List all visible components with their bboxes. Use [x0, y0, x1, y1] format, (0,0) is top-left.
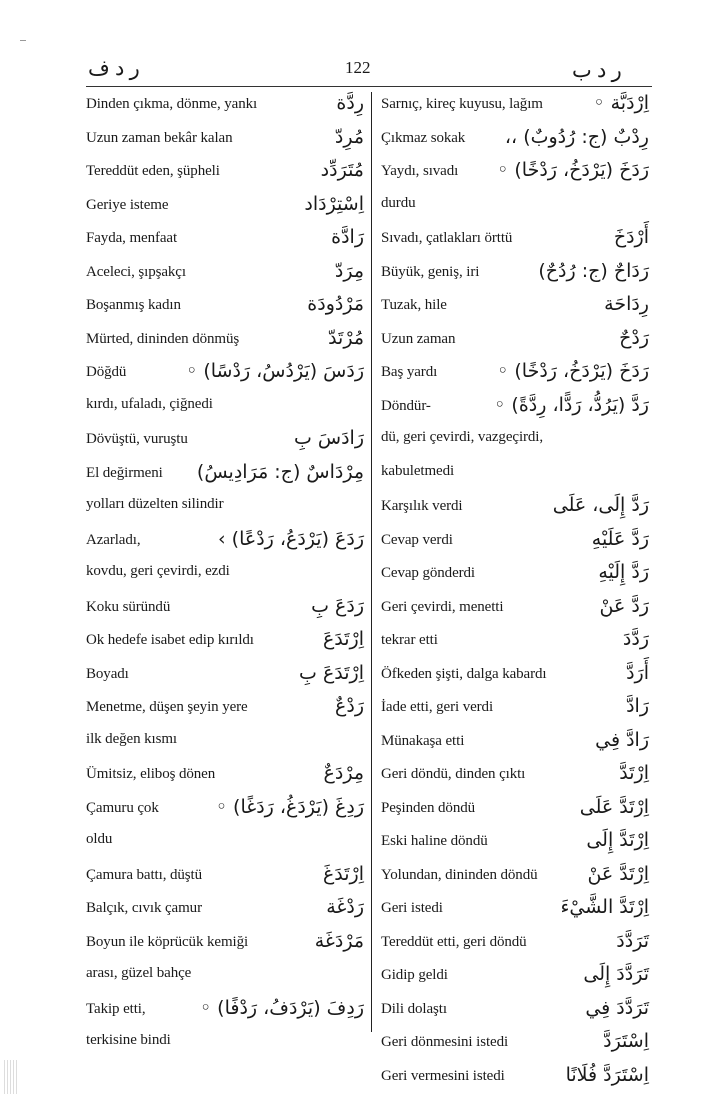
arabic-headword: رَدْحٌ [619, 326, 649, 349]
dictionary-entry [86, 124, 364, 158]
arabic-headword: رَادَّة [331, 226, 364, 248]
arabic-headword: رَدَخَ (يَرْدَخُ، رَدْخًا) ◦ [497, 360, 649, 382]
arabic-headword: مِرْدَاسٌ (ج: مَرَادِيسُ) [196, 460, 364, 483]
margin-mark [20, 40, 26, 41]
arabic-headword: رَدْعٌ [335, 695, 364, 717]
dictionary-entry [381, 392, 649, 426]
arabic-headword: اِرْتَدَّ إِلَى [586, 829, 649, 851]
turkish-definition: Sarnıç, kireç kuyusu, lağım [381, 96, 543, 112]
turkish-definition: İade etti, geri verdi [381, 699, 494, 715]
dictionary-entry [381, 459, 649, 493]
turkish-definition: Geri döndü, dinden çıktı [381, 766, 526, 782]
dictionary-entry [86, 727, 364, 761]
dictionary-entry [381, 224, 649, 258]
turkish-definition: Boyun ile köprücük kemiği [86, 933, 249, 950]
dictionary-entry [381, 157, 649, 191]
arabic-headword: مِرْدَعٌ [323, 762, 364, 784]
right-column [381, 90, 649, 1095]
turkish-definition: oldu [86, 831, 113, 847]
turkish-definition: El değirmeni [86, 464, 163, 481]
dictionary-entry [86, 392, 364, 426]
dictionary-entry [86, 325, 364, 359]
dictionary-entry [381, 861, 649, 895]
dictionary-entry [381, 928, 649, 962]
arabic-headword: رَدْغَة [326, 896, 364, 918]
arabic-headword: اِرْتَدَّ عَنْ [587, 862, 649, 885]
dictionary-entry [381, 961, 649, 995]
turkish-definition: ilk değen kısmı [86, 730, 177, 747]
turkish-definition: Peşinden döndü [381, 799, 476, 816]
arabic-headword: رَدَعَ (يَرْدَعُ، رَدْعًا) › [218, 527, 364, 550]
arabic-headword: اِرْتَدَّ عَلَى [579, 795, 649, 818]
turkish-definition: Balçık, cıvık çamur [86, 900, 202, 916]
arabic-headword: مِرَدّ [334, 259, 364, 282]
turkish-definition: Baş yardı [381, 364, 438, 380]
turkish-definition: Sıvadı, çatlakları örttü [381, 230, 513, 246]
turkish-definition: Tereddüt etti, geri döndü [381, 933, 527, 950]
arabic-headword: رَادَّ [626, 695, 649, 717]
dictionary-entry [86, 928, 364, 962]
turkish-definition: Dili dolaştı [381, 1000, 447, 1017]
arabic-headword: مُرْتَدّ [328, 326, 364, 349]
arabic-headword: مَرْدُودَة [307, 293, 364, 315]
turkish-definition: Yaydı, sıvadı [381, 163, 459, 179]
dictionary-entry [381, 559, 649, 593]
arabic-headword: اِرْتَدَعَ [322, 628, 364, 650]
dictionary-entry [381, 526, 649, 560]
dictionary-entry [86, 459, 364, 493]
turkish-definition: Gidip geldi [381, 967, 448, 983]
turkish-definition: Fayda, menfaat [86, 230, 178, 246]
dictionary-entry [86, 492, 364, 526]
arabic-headword: اِرْتَدَّ [619, 762, 649, 784]
arabic-headword: رَدَّ (يَرُدُّ، رَدًّا، رِدَّةً) ◦ [494, 393, 649, 416]
left-column [86, 90, 364, 1062]
arabic-headword: رَدَاحٌ (ج: رُدُحٌ) [538, 259, 649, 282]
dictionary-entry [86, 794, 364, 828]
dictionary-entry [86, 425, 364, 459]
arabic-headword: اِسْتَرَدَّ [603, 1030, 649, 1052]
arabic-headword: اِسْتِرْدَاد [304, 192, 364, 215]
arabic-headword: أَرَدَّ [626, 661, 649, 684]
turkish-definition: Azarladı, [86, 531, 141, 548]
turkish-definition: Geri çevirdi, menetti [381, 598, 504, 615]
arabic-headword: رَدِفَ (يَرْدَفُ، رَدْفًا) ◦ [199, 996, 364, 1019]
dictionary-entry [381, 1062, 649, 1096]
turkish-definition: Dövüştü, vuruştu [86, 431, 188, 447]
turkish-definition: Dinden çıkma, dönme, yankı [86, 96, 258, 112]
turkish-definition: terkisine bindi [86, 1032, 171, 1048]
scan-artifact [4, 1060, 18, 1094]
dictionary-entry [86, 660, 364, 694]
dictionary-entry [86, 894, 364, 928]
turkish-definition: Eski haline döndü [381, 833, 488, 849]
dictionary-entry [381, 191, 649, 225]
turkish-definition: Menetme, düşen şeyin yere [86, 699, 248, 715]
arabic-headword: تَرَدَّدَ فِي [585, 996, 649, 1019]
dictionary-entry [86, 258, 364, 292]
arabic-headword: تَرَدَّدَ [616, 929, 649, 952]
arabic-headword: اِسْتَرَدَّ فُلَانًا [565, 1063, 649, 1086]
turkish-definition: Boyadı [86, 665, 129, 682]
dictionary-entry [86, 693, 364, 727]
dictionary-entry [381, 90, 649, 124]
arabic-headword: رِدَاحَة [604, 293, 649, 315]
dictionary-entry [86, 861, 364, 895]
dictionary-entry [381, 325, 649, 359]
arabic-headword: أَرْدَخَ [613, 226, 649, 248]
turkish-definition: Geri dönmesini istedi [381, 1034, 509, 1050]
dictionary-entry [86, 224, 364, 258]
turkish-definition: Çamuru çok [86, 799, 159, 816]
arabic-headword: رَدَّدَ [622, 628, 649, 650]
dictionary-entry [381, 760, 649, 794]
turkish-definition: Mürted, dininden dönmüş [86, 330, 240, 347]
header-root-right: ر د ب [572, 58, 622, 82]
arabic-headword: رِدْبٌ (ج: رُدُوبٌ) ،، [504, 125, 649, 148]
turkish-definition: Tuzak, hile [381, 297, 447, 313]
turkish-definition: dü, geri çevirdi, vazgeçirdi, [381, 429, 544, 445]
turkish-definition: kovdu, geri çevirdi, ezdi [86, 563, 230, 579]
dictionary-entry [381, 124, 649, 158]
arabic-headword: تَرَدَّدَ إِلَى [583, 963, 649, 985]
turkish-definition: Çıkmaz sokak [381, 129, 466, 146]
turkish-definition: arası, güzel bahçe [86, 965, 192, 981]
dictionary-entry [381, 894, 649, 928]
arabic-headword: اِرْتَدَعَ بِ [299, 661, 364, 684]
arabic-headword: رَدَّ عَنْ [599, 594, 649, 617]
dictionary-entry [86, 559, 364, 593]
dictionary-entry [381, 727, 649, 761]
dictionary-entry [381, 593, 649, 627]
column-divider [371, 92, 372, 1032]
turkish-definition: kırdı, ufaladı, çiğnedi [86, 395, 213, 412]
page-number: 122 [345, 58, 371, 77]
arabic-headword: رَدِغَ (يَرْدَغُ، رَدَغًا) ◦ [215, 795, 364, 818]
dictionary-entry [86, 995, 364, 1029]
arabic-headword: اِرْتَدَغَ [322, 862, 364, 885]
arabic-headword: مَرْدَغَة [314, 929, 364, 952]
dictionary-entry [86, 961, 364, 995]
dictionary-entry [86, 358, 364, 392]
header-rule [86, 86, 652, 87]
dictionary-entry [86, 593, 364, 627]
dictionary-entry [86, 626, 364, 660]
arabic-headword: رَدَّ إِلَيْهِ [598, 561, 649, 583]
dictionary-entry [381, 291, 649, 325]
dictionary-entry [381, 693, 649, 727]
turkish-definition: Takip etti, [86, 1000, 146, 1017]
turkish-definition: Uzun zaman [381, 330, 456, 347]
dictionary-entry [86, 760, 364, 794]
dictionary-entry [86, 1028, 364, 1062]
header-root-left: ر د ف [88, 56, 140, 80]
arabic-headword: رِدَّة [336, 92, 364, 114]
turkish-definition: Döğdü [86, 364, 127, 380]
turkish-definition: Büyük, geniş, iri [381, 263, 480, 280]
turkish-definition: Geri istedi [381, 900, 443, 916]
turkish-definition: Döndür- [381, 397, 431, 414]
turkish-definition: Yolundan, dininden döndü [381, 866, 538, 883]
arabic-headword: رَدَّ عَلَيْهِ [591, 527, 649, 550]
dictionary-entry [86, 291, 364, 325]
arabic-headword: مُتَرَدِّد [320, 159, 364, 181]
turkish-definition: Çamura battı, düştü [86, 866, 202, 883]
turkish-definition: Koku süründü [86, 598, 171, 615]
turkish-definition: kabuletmedi [381, 462, 455, 479]
arabic-headword: اِرْدَبَّة ◦ [593, 92, 649, 114]
turkish-definition: Geri vermesini istedi [381, 1067, 505, 1084]
page-header [0, 50, 709, 90]
turkish-definition: Boşanmış kadın [86, 297, 181, 313]
turkish-definition: Geriye isteme [86, 196, 169, 213]
turkish-definition: Cevap gönderdi [381, 565, 475, 581]
arabic-headword: رَدَخَ (يَرْدَخُ، رَدْخًا) ◦ [497, 159, 649, 181]
turkish-definition: Ok hedefe isabet edip kırıldı [86, 632, 254, 648]
turkish-definition: Ümitsiz, eliboş dönen [86, 766, 216, 782]
dictionary-entry [381, 660, 649, 694]
dictionary-entry [381, 827, 649, 861]
arabic-headword: رَدَسَ (يَرْدُسُ، رَدْسًا) ◦ [186, 360, 364, 382]
arabic-headword: رَادَسَ بِ [293, 427, 364, 449]
dictionary-entry [86, 526, 364, 560]
dictionary-entry [381, 492, 649, 526]
arabic-headword: اِرْتَدَّ الشَّيْءَ [560, 896, 649, 918]
dictionary-entry [381, 995, 649, 1029]
turkish-definition: Münakaşa etti [381, 732, 465, 749]
turkish-definition: Uzun zaman bekâr kalan [86, 129, 233, 146]
turkish-definition: Cevap verdi [381, 531, 453, 548]
arabic-headword: رَدَّ إِلَى، عَلَى [552, 494, 649, 516]
dictionary-entry [381, 425, 649, 459]
dictionary-entry [86, 90, 364, 124]
turkish-definition: Öfkeden şişti, dalga kabardı [381, 665, 547, 682]
arabic-headword: مُرِدّ [334, 125, 364, 148]
dictionary-entry [381, 794, 649, 828]
turkish-definition: Tereddüt eden, şüpheli [86, 163, 220, 179]
turkish-definition: Aceleci, şıpşakçı [86, 263, 186, 280]
dictionary-entry [381, 1028, 649, 1062]
arabic-headword: رَادَّ فِي [595, 728, 649, 751]
dictionary-entry [86, 827, 364, 861]
dictionary-entry [86, 157, 364, 191]
turkish-definition: durdu [381, 194, 416, 211]
turkish-definition: tekrar etti [381, 632, 438, 648]
arabic-headword: رَدَعَ بِ [311, 594, 364, 617]
turkish-definition: yolları düzelten silindir [86, 496, 224, 512]
dictionary-entry [86, 191, 364, 225]
dictionary-entry [381, 258, 649, 292]
dictionary-entry [381, 626, 649, 660]
dictionary-entry [381, 358, 649, 392]
turkish-definition: Karşılık verdi [381, 498, 463, 514]
